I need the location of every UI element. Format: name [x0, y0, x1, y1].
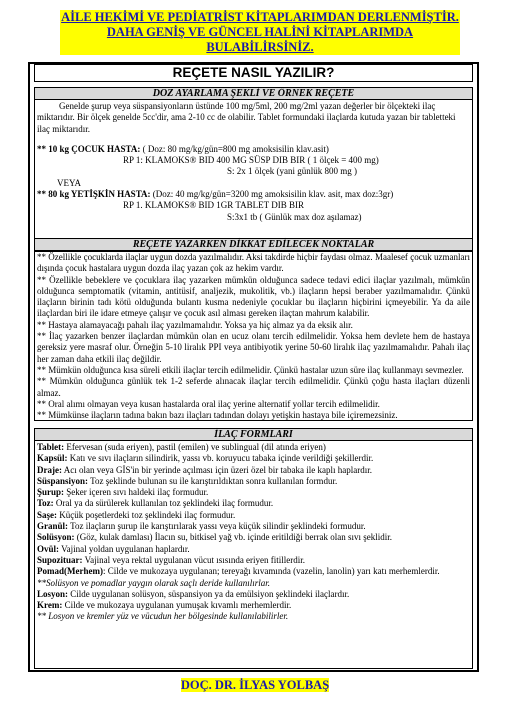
form-item [37, 555, 470, 566]
adult-detail: (Doz: 40 mg/kg/gün=3200 mg amoksisilin klav. asit, max doz:3gr) [150, 189, 394, 200]
child-detail: ( Doz: 80 mg/kg/gün=800 mg amoksisilin klav.asit) [140, 143, 329, 154]
form-description: Cilde uygulanan solüsyon, süspansiyon ya da emülsiyon şeklindeki ilaçlardır. [68, 588, 350, 599]
form-item [37, 566, 470, 577]
section-heading-notes: REÇETE YAZARKEN DİKKAT EDİLECEK NOKTALAR [34, 238, 473, 251]
child-s: S: 2x 1 ölçek (yani günlük 800 mg ) [227, 166, 357, 177]
form-description: Katı ve sıvı ilaçların silindirik, yassı vb. koruyucu tabaka içinde verildiği şekillerdir. [67, 453, 374, 464]
note-item: ** Hastaya alamayacağı pahalı ilaç yazılmamalıdır. Yoksa ya hiç almaz ya da eksik alır. [37, 319, 353, 330]
form-term: Losyon: [37, 588, 69, 599]
section-heading-dosage: DOZ AYARLAMA ŞEKLİ VE ÖRNEK REÇETE [34, 87, 473, 100]
form-description: (Göz, kulak damlası) İlacın su, bitkisel yağ vb. içinde eritildiği berrak olan sıvı şeklidir. [74, 532, 392, 543]
child-label: ** 10 kg ÇOCUK HASTA: [37, 143, 141, 154]
form-description: Oral ya da sürülerek kullanılan toz şeklindeki ilaç formudur. [53, 498, 274, 509]
form-description: ** Losyon ve kremler yüz ve vücudun her bölgesinde kullanılabilirler. [37, 611, 289, 622]
note-item: ** Mümkünse ilaçların tadına bakın bazı ilaçları tadından dolayı yetişkin hastaya bile içiremezsiniz. [37, 410, 398, 421]
form-term: Kapsül: [37, 453, 68, 464]
dosage-intro: Genelde şurup veya süspansiyonların üstünde 100 mg/5ml, 200 mg/2ml yazan değerler bir ölçekteki ilaç miktarıdır. Bir ölçek genelde 5cc'dir, ama 2-10 cc de olabilir. Tablet formundaki ilaçlarda kutuda yazan bir tabletteki ilaç miktarıdır. [37, 101, 456, 134]
form-term: Tablet: [37, 442, 65, 452]
form-description: Toz şeklinde bulunan su ile karıştırıldıktan sonra kullanılan formdur. [88, 475, 338, 486]
form-term: Toz: [37, 498, 54, 509]
form-description: Vajinal yoldan uygulanan haplardır. [59, 543, 190, 554]
form-term: Krem: [37, 600, 63, 611]
note-item: ** Özellikle çocuklarda ilaçlar uygun dozda yazılmalıdır. Aksi takdirde hiçbir faydası olmaz. Maalesef çocuk uzmanları dışında çocuk hastalara uygun dozda ilaç yazan çok az hekim vardır. [37, 252, 470, 274]
note-item: ** İlaç yazarken benzer ilaçlardan mümkün olan en ucuz olanı tercih edilmelidir. Yoksa hem devlete hem de hastaya gereksiz yere masraf olur. Örneğin 5-10 liralık PPI veya antibiyotik yerine 50-60 liralık ilaç yazılmamalıdır. Pahalı ilaç her zaman daha etkili ilaç değildir. [37, 331, 470, 364]
child-rp: RP 1: KLAMOKS® BID 400 MG SÜSP DIB BIR ( 1 ölçek = 400 mg) [123, 155, 379, 166]
form-term: Şurup: [37, 487, 65, 498]
note-item: ** Özellikle bebeklere ve çocuklara ilaç yazarken mümkün olduğunca sadece tedavi edici ilaçlar yazılmalı, mümkün olduğunca semptomatik (vitamin, antitüsif, analjezik, mukolitik, vb.) ilaçların hepsi beraber yazılmamalıdır. Çünkü ilaçların birinin tadı kötü olduğunda bulantı kusma nedeniyle çocuklar bu ilaçların hiçbirini içmeyebilir. Ya da aile ilaçlardan biri ile idare etmeye çalışır ve çocuk asıl alması gereken ilaçtan mahrum kalabilir. [37, 274, 470, 319]
form-description: Acı olan veya GİS'in bir yerinde açılması için üzeri özel bir tabaka ile kaplı haplardır. [61, 464, 372, 475]
form-term: Draje: [37, 464, 62, 475]
form-item [37, 453, 470, 464]
form-description: **Solüsyon ve pomadlar yaygın olarak saçlı deride kullanılırlar. [37, 577, 270, 588]
adult-s: S:3x1 tb ( Günlük max doz aşılamaz) [227, 211, 362, 222]
form-item [37, 476, 470, 487]
form-term: Saşe: [37, 509, 57, 520]
form-item [37, 442, 470, 453]
author-footer [0, 678, 510, 693]
form-description: : Cilde ve mukozaya uygulanan; tereyağı kıvamında (vazelin, lanolin) yarı katı merhemlerdir. [102, 566, 440, 577]
form-item [37, 510, 470, 521]
section-forms [34, 441, 473, 669]
form-term: Solüsyon: [37, 532, 75, 543]
form-term: Supozituar: [37, 554, 83, 565]
form-item [37, 544, 470, 555]
banner-line-2: DAHA GENİŞ VE GÜNCEL HALİNİ KİTAPLARIMDA BULABİLİRSİNİZ. [106, 25, 414, 54]
form-term: Granül: [37, 521, 69, 532]
form-description: Cilde ve mukozaya uygulanan yumuşak kıvamlı merhemlerdir. [62, 600, 292, 611]
form-item [37, 589, 470, 600]
child-patient-line [37, 144, 470, 155]
form-description: Efervesan (suda eriyen), pastil (emilen) ve sublingual (dil atında eriyen) [64, 442, 326, 452]
form-item [37, 465, 470, 476]
page-title: REÇETE NASIL YAZILIR? [34, 64, 473, 82]
form-item [37, 487, 470, 498]
note-item: ** Oral alımı olmayan veya kusan hastalarda oral ilaç yerine alternatif yollar tercih edilmelidir. [37, 398, 380, 409]
form-item [37, 578, 470, 589]
form-description: Küçük poşetlerdeki toz şeklindeki ilaç formudur. [57, 509, 236, 520]
form-item [37, 498, 470, 509]
or-text: VEYA [57, 177, 81, 188]
top-banner [60, 10, 460, 55]
banner-line-1: AİLE HEKİMİ VE PEDİATRİST KİTAPLARIMDAN DERLENMİŞTİR. [61, 10, 459, 24]
form-description: Şeker içeren sıvı haldeki ilaç formudur. [64, 487, 209, 498]
form-item [37, 521, 470, 532]
form-item [37, 600, 470, 611]
form-description: Toz ilaçların şurup ile karıştırılarak yassı veya küçük silindir şeklindeki formudur. [68, 521, 366, 532]
note-item: ** Mümkün olduğunca günlük tek 1-2 seferde alınacak ilaçlar tercih edilmelidir. Çünkü çoğu hasta ilaçları düzenli almaz. [37, 376, 470, 398]
adult-rp: RP 1. KLAMOKS® BID 1GR TABLET DIB BIR [123, 200, 304, 211]
section-notes [34, 251, 473, 421]
note-item: ** Mümkün olduğunca kısa süreli etkili ilaçlar tercih edilmelidir. Çünkü hastalar uzun süre ilaç kullanmayı sevmezler. [37, 364, 464, 375]
section-dosage [34, 100, 473, 252]
form-description: Vajinal veya rektal uygulanan vücut ısısında eriyen fitillerdir. [82, 554, 306, 565]
form-term: Süspansiyon: [37, 475, 89, 486]
author-name: DOÇ. DR. İLYAS YOLBAŞ [180, 678, 330, 692]
form-term: Pomad(Merhem) [37, 566, 103, 577]
adult-patient-line [37, 189, 470, 200]
form-item [37, 611, 470, 622]
section-heading-forms: İLAÇ FORMLARI [34, 428, 473, 441]
form-item [37, 532, 470, 543]
form-term: Ovül: [37, 543, 60, 554]
adult-label: ** 80 kg YETİŞKİN HASTA: [37, 189, 151, 200]
